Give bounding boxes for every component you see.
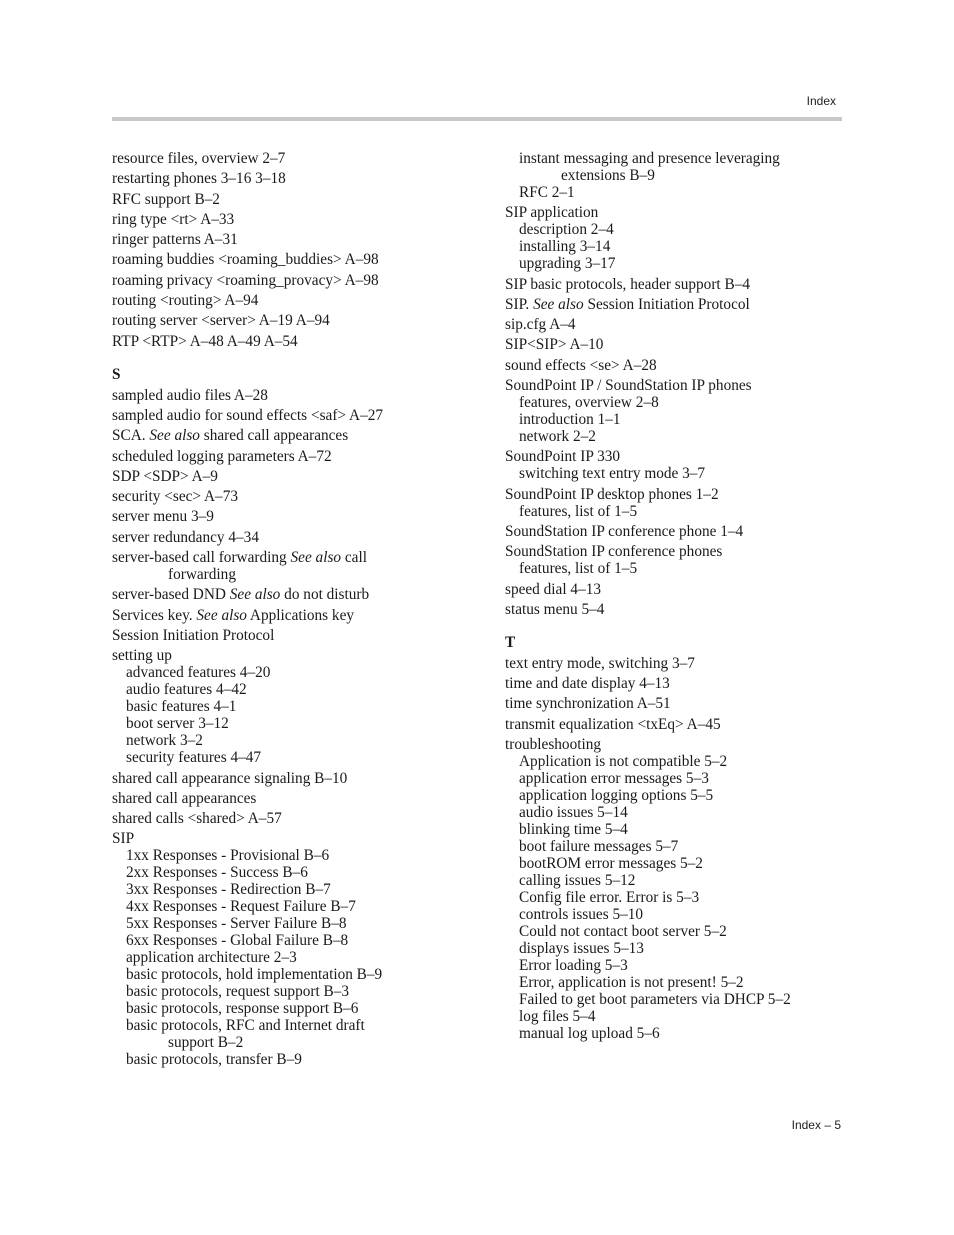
index-subterm: features, overview 2–8	[519, 394, 659, 412]
index-term-target: Applications key	[246, 606, 355, 624]
index-term: SoundStation IP conference phones	[505, 543, 723, 561]
index-term: Session Initiation Protocol	[112, 626, 275, 644]
index-term: shared call appearance signaling B–10	[112, 769, 348, 787]
index-term: SIP basic protocols, header support B–4	[505, 275, 750, 293]
see-also-label: See also	[290, 549, 342, 567]
index-entry	[505, 276, 845, 293]
index-term: SDP <SDP> A–9	[112, 467, 218, 485]
index-entry	[112, 508, 482, 525]
index-entry	[112, 427, 482, 444]
index-subterm: basic protocols, hold implementation B–9	[126, 966, 383, 984]
index-term: speed dial 4–13	[505, 580, 602, 598]
index-subterm: boot server 3–12	[126, 715, 229, 733]
index-term: SoundPoint IP / SoundStation IP phones	[505, 377, 752, 395]
index-term: SIP	[112, 830, 135, 848]
index-term-text: SIP.	[505, 295, 534, 313]
index-subterm: 6xx Responses - Global Failure B–8	[126, 932, 349, 950]
index-entry	[505, 204, 845, 272]
index-term: SoundStation IP conference phone 1–4	[505, 522, 744, 540]
index-term: RTP <RTP> A–48 A–49 A–54	[112, 332, 298, 350]
index-term: sip.cfg A–4	[505, 316, 576, 334]
index-term: text entry mode, switching 3–7	[505, 654, 695, 672]
index-subterm: Failed to get boot parameters via DHCP 5–2	[519, 991, 791, 1009]
index-term: SoundPoint IP 330	[505, 448, 621, 466]
index-entry	[505, 695, 845, 712]
index-entry	[505, 581, 845, 598]
index-term: server menu 3–9	[112, 508, 214, 526]
index-subterm-continuation: support B–2	[168, 1034, 244, 1052]
index-term: SoundPoint IP desktop phones 1–2	[505, 485, 719, 503]
see-also-label: See also	[149, 427, 200, 445]
index-term	[505, 296, 845, 313]
index-entry	[505, 716, 845, 733]
index-entry	[112, 586, 482, 603]
index-entry	[112, 529, 482, 546]
index-term: security <sec> A–73	[112, 488, 239, 506]
index-subterm: 2xx Responses - Success B–6	[126, 864, 308, 882]
index-subterm: switching text entry mode 3–7	[519, 465, 706, 483]
index-entry	[112, 231, 482, 248]
index-entry	[505, 448, 845, 482]
index-subterm: bootROM error messages 5–2	[519, 855, 703, 873]
index-entry	[505, 150, 845, 201]
index-letter-heading: T	[505, 633, 516, 651]
index-term: roaming privacy <roaming_provacy> A–98	[112, 271, 379, 289]
index-subterm: 4xx Responses - Request Failure B–7	[126, 898, 356, 916]
index-term-target: shared call appearances	[199, 427, 349, 445]
index-term: sampled audio files A–28	[112, 386, 268, 404]
index-subterm: calling issues 5–12	[519, 872, 636, 890]
index-entry	[112, 830, 482, 1068]
index-subterm: Error, application is not present! 5–2	[519, 974, 744, 992]
index-entry	[112, 407, 482, 424]
index-subterm: audio features 4–42	[126, 681, 247, 699]
index-entry	[505, 357, 845, 374]
index-term: sound effects <se> A–28	[505, 356, 657, 374]
index-term: ring type <rt> A–33	[112, 210, 235, 228]
index-term-text: server-based DND	[112, 586, 230, 604]
index-entry	[112, 770, 482, 787]
index-entry	[112, 211, 482, 228]
index-subterm: network 3–2	[126, 732, 203, 750]
index-entry	[112, 810, 482, 827]
index-entry	[505, 675, 845, 692]
index-term: shared call appearances	[112, 789, 257, 807]
header-rule	[112, 117, 842, 121]
index-subterm: description 2–4	[519, 221, 614, 239]
index-subterm-continuation: extensions B–9	[561, 167, 655, 184]
index-term-target: call	[341, 549, 367, 567]
index-subterm: basic protocols, RFC and Internet draft	[126, 1017, 365, 1035]
see-also-label: See also	[196, 606, 247, 624]
index-subterm: 1xx Responses - Provisional B–6	[126, 847, 330, 865]
index-entry	[112, 170, 482, 187]
index-subterm: network 2–2	[519, 428, 596, 446]
index-entry	[505, 486, 845, 520]
index-subterm: basic protocols, response support B–6	[126, 1000, 359, 1018]
index-term: time and date display 4–13	[505, 675, 670, 693]
index-subterm: Error loading 5–3	[519, 957, 628, 975]
index-entry	[505, 523, 845, 540]
index-term: RFC support B–2	[112, 190, 220, 208]
index-subterm: application logging options 5–5	[519, 787, 714, 805]
index-entry	[112, 790, 482, 807]
index-subterm: instant messaging and presence leveraging	[519, 150, 780, 167]
index-term: SIP<SIP> A–10	[505, 336, 604, 354]
index-term: sampled audio for sound effects <saf> A–27	[112, 406, 384, 424]
index-entry	[112, 627, 482, 644]
index-subterm: installing 3–14	[519, 238, 611, 256]
index-term: SIP application	[505, 204, 599, 222]
index-term: routing <routing> A–94	[112, 292, 259, 310]
index-subterm: Application is not compatible 5–2	[519, 753, 728, 771]
index-subterm: audio issues 5–14	[519, 804, 628, 822]
index-entry	[112, 448, 482, 465]
index-entry	[112, 468, 482, 485]
index-subterm: basic protocols, request support B–3	[126, 983, 350, 1001]
index-entry	[505, 655, 845, 672]
index-term: transmit equalization <txEq> A–45	[505, 715, 721, 733]
index-subterm: features, list of 1–5	[519, 560, 638, 578]
index-subterm: upgrading 3–17	[519, 255, 616, 273]
index-subterm: application architecture 2–3	[126, 949, 297, 967]
index-term: roaming buddies <roaming_buddies> A–98	[112, 251, 379, 269]
index-term: restarting phones 3–16 3–18	[112, 170, 286, 188]
index-entry	[112, 607, 482, 624]
index-term	[112, 586, 482, 603]
index-subterm: application error messages 5–3	[519, 770, 709, 788]
index-subterm: RFC 2–1	[519, 184, 575, 201]
index-subterm: log files 5–4	[519, 1008, 596, 1026]
index-column-left	[112, 150, 482, 1072]
index-term: setting up	[112, 647, 172, 665]
index-term: routing server <server> A–19 A–94	[112, 312, 330, 330]
index-term-target: Session Initiation Protocol	[583, 295, 750, 313]
index-entry	[505, 736, 845, 1042]
index-term: server redundancy 4–34	[112, 528, 259, 546]
index-subterm: controls issues 5–10	[519, 906, 644, 924]
index-entry	[505, 601, 845, 618]
index-entry	[112, 387, 482, 404]
index-entry	[112, 191, 482, 208]
index-term-target: do not disturb	[280, 586, 370, 604]
index-entry	[112, 272, 482, 289]
index-entry	[505, 543, 845, 577]
index-entry	[505, 336, 845, 353]
index-subterm: blinking time 5–4	[519, 821, 628, 839]
see-also-label: See also	[229, 586, 281, 604]
index-subterm: 3xx Responses - Redirection B–7	[126, 881, 331, 899]
see-also-label: See also	[533, 295, 584, 313]
index-subterm: 5xx Responses - Server Failure B–8	[126, 915, 347, 933]
index-term: time synchronization A–51	[505, 695, 671, 713]
index-entry	[505, 296, 845, 313]
index-entry	[505, 316, 845, 333]
index-entry	[112, 292, 482, 309]
index-term: scheduled logging parameters A–72	[112, 447, 332, 465]
index-subterm: introduction 1–1	[519, 411, 621, 429]
index-subterm: displays issues 5–13	[519, 940, 644, 958]
index-column-right	[505, 150, 845, 1045]
index-subterm: manual log upload 5–6	[519, 1025, 660, 1043]
index-subterm: boot failure messages 5–7	[519, 838, 679, 856]
index-term: resource files, overview 2–7	[112, 150, 286, 167]
index-entry	[112, 251, 482, 268]
index-entry	[112, 150, 482, 167]
index-entry	[112, 488, 482, 505]
index-letter-heading: S	[112, 365, 121, 383]
page-number: Index – 5	[791, 1118, 841, 1132]
index-subterm: Could not contact boot server 5–2	[519, 923, 727, 941]
index-term	[112, 607, 482, 624]
index-entry	[112, 312, 482, 329]
index-subterm: security features 4–47	[126, 749, 262, 767]
index-term-text: Services key.	[112, 606, 197, 624]
running-header: Index	[806, 94, 836, 108]
index-subterm: features, list of 1–5	[519, 502, 638, 520]
index-entry	[112, 333, 482, 350]
index-term-continuation: forwarding	[168, 566, 236, 584]
index-term: status menu 5–4	[505, 600, 605, 618]
index-term: ringer patterns A–31	[112, 231, 238, 249]
index-entry	[112, 647, 482, 766]
index-term-text: SCA.	[112, 427, 150, 445]
index-subterm: advanced features 4–20	[126, 664, 271, 682]
index-subterm: Config file error. Error is 5–3	[519, 889, 700, 907]
index-term-text: server-based call forwarding	[112, 549, 291, 567]
index-entry	[112, 549, 482, 583]
index-term: troubleshooting	[505, 736, 602, 754]
index-subterm: basic features 4–1	[126, 698, 237, 716]
index-term: shared calls <shared> A–57	[112, 810, 282, 828]
index-entry	[505, 377, 845, 445]
index-term	[112, 427, 482, 444]
index-term	[112, 549, 482, 566]
index-subterm: basic protocols, transfer B–9	[126, 1051, 302, 1069]
